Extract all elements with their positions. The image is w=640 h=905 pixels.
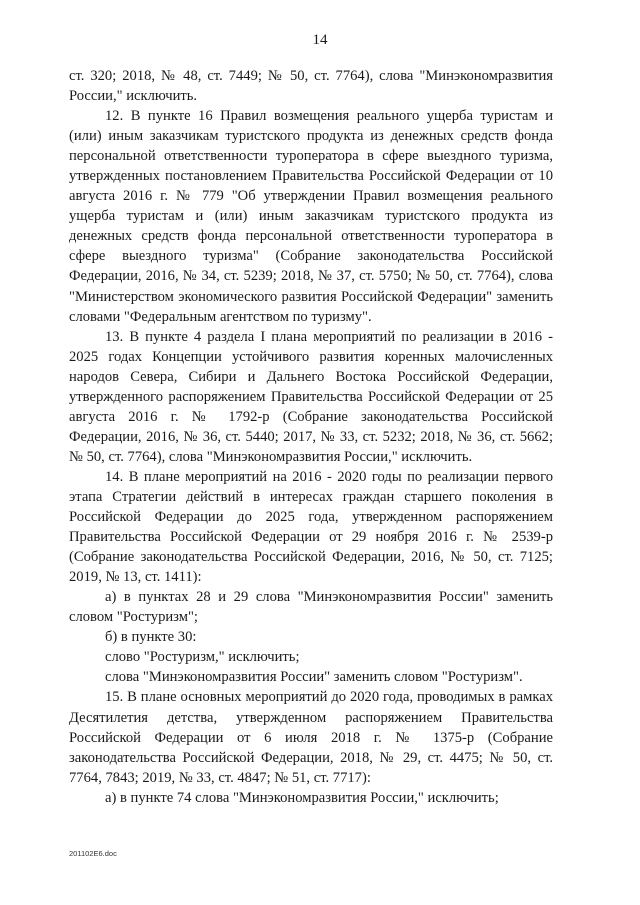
paragraph-item-13: 13. В пункте 4 раздела I плана мероприятий по реализации в 2016 - 2025 годах Концепции устойчивого развития коренных малочисленных народов Севера, Сибири и Дальнего Востока Российской Федерации, утвержденного распоряжением Правительства Российской Федерации от 25 августа 2016 г. № 1792-р (Собрание законодательства Российской Федерации, 2016, № 36, ст. 5440; 2017, № 33, ст. 5232; 2018, № 36, ст. 5662; № 50, ст. 7764), слова "Минэкономразвития России," исключить. bbox=[69, 328, 553, 465]
paragraph-item-12: 12. В пункте 16 Правил возмещения реального ущерба туристам и (или) иным заказчикам туристского продукта из денежных средств фонда персональной ответственности туроператора в сфере выездного туризма, утвержденных постановлением Правительства Российской Федерации от 10 августа 2016 г. № 779 "Об утверждении Правил возмещения реального ущерба туристам и (или) иным заказчикам туристского продукта из денежных средств фонда персональной ответственности туроператора в сфере выездного туризма" (Собрание законодательства Российской Федерации, 2016, № 34, ст. 5239; 2018, № 37, ст. 5750; № 50, ст. 7764), слова "Министерством экономического развития Российской Федерации" заменить словами "Федеральным агентством по туризму". bbox=[69, 108, 553, 325]
paragraph-item-14: 14. В плане мероприятий на 2016 - 2020 годы по реализации первого этапа Стратегии действий в интересах граждан старшего поколения в Российской Федерации до 2025 года, утвержденном распоряжением Правительства Российской Федерации от 29 ноября 2016 г. № 2539-р (Собрание законодательства Российской Федерации, 2016, № 50, ст. 7125; 2019, № 13, ст. 1411): bbox=[69, 468, 553, 586]
page-number: 14 bbox=[312, 32, 328, 48]
paragraph-item-14a: а) в пунктах 28 и 29 слова "Минэкономразвития России" заменить словом "Ростуризм"; bbox=[69, 589, 553, 626]
paragraph-continuation: ст. 320; 2018, № 48, ст. 7449; № 50, ст. 7764), слова "Минэкономразвития России," исключить. bbox=[69, 68, 553, 105]
paragraph-item-14b-1: слово "Ростуризм," исключить; bbox=[105, 649, 300, 666]
document-body bbox=[69, 66, 553, 808]
paragraph-item-14b-2: слова "Минэкономразвития России" заменить словом "Ростуризм". bbox=[105, 669, 523, 686]
paragraph-item-14b: б) в пункте 30: bbox=[105, 629, 197, 646]
paragraph-item-15: 15. В плане основных мероприятий до 2020 года, проводимых в рамках Десятилетия детства, утвержденном распоряжением Правительства Российской Федерации от 6 июля 2018 г. № 1375-р (Собрание законодательства Российской Федерации, 2018, № 29, ст. 4475; № 50, ст. 7764, 7843; 2019, № 33, ст. 4847; № 51, ст. 7717): bbox=[69, 689, 553, 786]
document-footer-filename: 201102E6.doc bbox=[69, 849, 117, 858]
paragraph-item-15a: а) в пункте 74 слова "Минэкономразвития России," исключить; bbox=[105, 789, 499, 806]
